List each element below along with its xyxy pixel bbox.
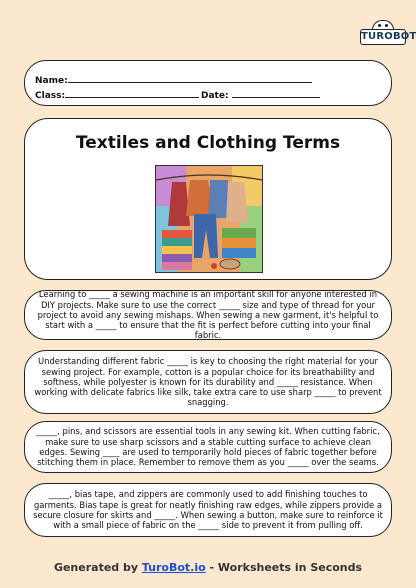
logo-text: TUROBOT <box>360 29 406 45</box>
name-label: Name: <box>35 76 68 86</box>
paragraph-3: _____, pins, and scissors are essential tools in any sewing kit. When cutting fabric, make sure to use sharp scissors and a stable cutting surface to achieve clean edges. Sewing ____ are used to temporarily hold pieces of fabric together before stitching them in place. Remember to remove them as you _____ over the seams. <box>24 421 392 473</box>
footer <box>0 561 416 574</box>
date-label: Date: <box>201 91 229 101</box>
class-line[interactable] <box>65 88 199 98</box>
paragraph-1: Learning to _____ a sewing machine is an important skill for anyone interested in DIY projects. Make sure to use the correct _____ size and type of thread for your project to avoid any sewing mishaps. When sewing a new garment, it's helpful to start with a _____ to ensure that the fit is perfect before cutting into your final fabric. <box>24 290 392 340</box>
paragraph-2: Understanding different fabric _____ is key to choosing the right material for your sewing project. For example, cotton is a popular choice for its breathability and softness, while polyester is known for its durability and _____ resistance. When working with delicate fabrics like silk, take extra care to use sharp _____ to prevent snagging. <box>24 350 392 414</box>
turobot-link[interactable]: TuroBot.io <box>141 561 206 574</box>
paragraph-4: _____, bias tape, and zippers are commonly used to add finishing touches to garments. Bias tape is great for neatly finishing raw edges, while zippers provide a secure closure for skirts and _____. When sewing a button, make sure to reinforce it with a small piece of fabric on the _____ side to prevent it from pulling off. <box>24 483 392 537</box>
footer-suffix: - Worksheets in Seconds <box>205 561 363 574</box>
name-field <box>35 73 312 86</box>
turobot-logo <box>360 20 416 50</box>
class-field <box>35 88 199 101</box>
name-line[interactable] <box>68 73 312 83</box>
footer-prefix: Generated by <box>53 561 142 574</box>
class-label: Class: <box>35 91 66 101</box>
date-line[interactable] <box>232 88 320 98</box>
date-field <box>201 88 320 101</box>
student-info-box <box>24 60 392 106</box>
title-card <box>24 118 392 280</box>
textiles-collage-image <box>155 165 263 273</box>
worksheet-title: Textiles and Clothing Terms <box>75 133 341 153</box>
